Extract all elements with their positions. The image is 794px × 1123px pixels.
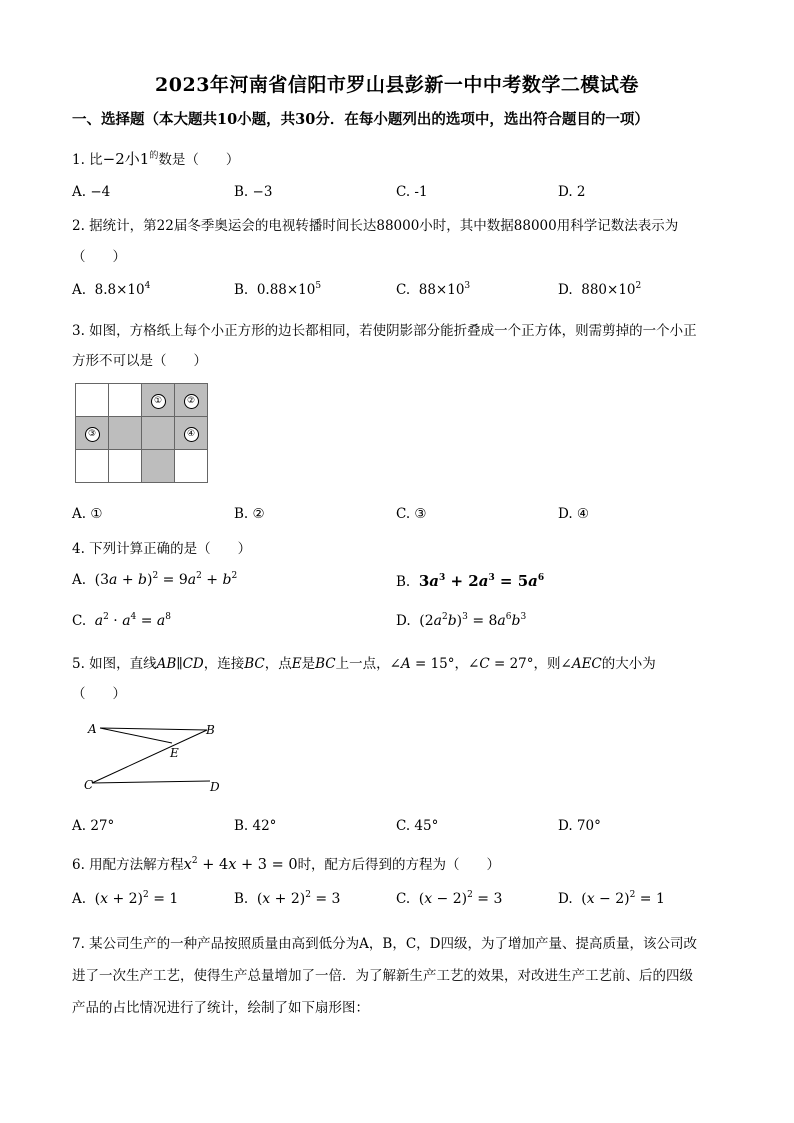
q1-option-d: D. 2 [558,184,586,200]
q5-text: ，点 [264,656,292,672]
q4-b-formula: $3a^3 + 2a^3 = 5a^6$ [418,572,545,590]
q5-text: = 15°，∠ [410,656,480,672]
grid-cell [109,450,142,483]
mark-4: ④ [184,427,199,442]
q4-option-b [396,572,544,590]
q2-b-label: B. [234,282,249,298]
grid-cell-shaded-2 [175,384,208,417]
question-3-line-2: 方形不可以是（ ） [72,353,207,369]
question-4-stem: 4. 下列计算正确的是（ ） [72,541,252,557]
q6-d-label: D. [558,891,573,907]
q1-prefix: 1. 比 [72,152,103,168]
point-label-d: D [210,780,220,794]
q2-d-label: D. [558,282,573,298]
q6-c-formula: $(x - 2)^2 = 3$ [418,890,503,907]
question-2-line-2: （ ） [72,249,126,265]
q5-var: A [400,656,411,672]
mark-2: ② [184,394,199,409]
section-heading: 一、选择题（本大题共10小题，共30分．在每小题列出的选项中，选出符合题目的一项） [72,111,649,128]
q6-prefix: 6. 用配方法解方程 [72,857,184,873]
q4-option-c [72,613,171,629]
q6-option-d [558,891,665,907]
q5-option-a: A. 27° [72,818,115,834]
q4-c-label: C. [72,613,87,629]
question-7-line-1: 7. 某公司生产的一种产品按照质量由高到低分为A，B，C，D四级，为了增加产量、提高质量，该公司改 [72,936,697,952]
q1-option-a: A. −4 [72,184,111,200]
q5-var: AB [156,656,177,672]
q3-option-d: D. ④ [558,506,590,522]
question-6-stem [72,853,500,873]
question-7-line-3: 产品的占比情况进行了统计，绘制了如下扇形图： [72,1000,369,1016]
grid-cell-shaded-4 [175,417,208,450]
line-cd [92,781,210,783]
cube-net-grid [75,383,208,483]
grid-cell-shaded-3 [76,417,109,450]
grid-cell [76,450,109,483]
q4-d-formula: $(2a^2b)^3 = 8a^6b^3$ [419,612,527,629]
q1-math: −2小1 [102,150,150,168]
q2-b-base: 0.88×10 [256,282,316,298]
q5-text: ，连接 [203,656,245,672]
q2-a-base: 8.8×10 [94,282,145,298]
grid-cell-shaded-1 [142,384,175,417]
point-label-a: A [88,722,97,736]
q6-d-formula: $(x - 2)^2 = 1$ [581,890,665,907]
q2-option-a [72,282,150,298]
q6-b-label: B. [234,891,249,907]
q6-a-formula: $(x + 2)^2 = 1$ [94,890,179,907]
q3-option-b: B. ② [234,506,265,522]
point-label-c: C [84,778,94,792]
q2-option-c [396,282,470,298]
q4-option-d [396,613,526,629]
q2-c-base: 88×10 [418,282,465,298]
q2-a-label: A. [72,282,87,298]
q5-text: = 27°，则∠ [489,656,572,672]
q5-var: BC [244,656,265,672]
q5-option-d: D. 70° [558,818,601,834]
q6-option-a [72,891,178,907]
grid-cell-shaded [142,417,175,450]
q5-var: E [291,656,302,672]
q1-option-b: B. −3 [234,184,273,200]
q5-text: 上一点，∠ [335,656,401,672]
q2-a-exp: 4 [144,281,151,291]
q5-var: CD [182,656,204,672]
q1-option-c: C. -1 [396,184,428,200]
parallel-lines-figure [80,715,240,800]
q4-b-label: B. [396,574,411,590]
q6-option-c [396,891,502,907]
q2-c-label: C. [396,282,411,298]
mark-3: ③ [85,427,100,442]
q2-d-base: 880×10 [581,282,636,298]
q4-a-label: A. [72,572,87,588]
q1-suffix: 数是（ ） [158,152,240,168]
q6-suffix: 时，配方后得到的方程为（ ） [297,857,501,873]
q2-d-exp: 2 [635,281,642,291]
grid-cell-shaded [142,450,175,483]
exam-title: 2023年河南省信阳市罗山县彭新一中中考数学二模试卷 [155,74,639,96]
line-ae [100,728,172,743]
q2-c-exp: 3 [464,281,471,291]
q5-option-b: B. 42° [234,818,277,834]
point-label-b: B [206,723,215,737]
q1-superscript: 的 [149,151,159,161]
q4-d-label: D. [396,613,411,629]
q6-option-b [234,891,340,907]
question-3-line-1: 3. 如图，方格纸上每个小正方形的边长都相同，若使阴影部分能折叠成一个正方体，则需剪掉的一个小正 [72,323,697,339]
point-label-e: E [170,746,179,760]
q5-text: 的大小为 [601,656,656,672]
grid-cell [109,384,142,417]
q4-c-formula: $a^2 \cdot a^4 = a^8$ [94,612,172,629]
question-5-line-1 [72,652,656,672]
q5-var: C [479,656,490,672]
q6-b-formula: $(x + 2)^2 = 3$ [256,890,341,907]
q3-option-a: A. ① [72,506,103,522]
q6-equation: $x^2 + 4x + 3 = 0$ [183,856,298,873]
question-2-line-1: 2. 据统计，第22届冬季奥运会的电视转播时间长达88000小时，其中数据88000用科学记数法表示为 [72,218,679,234]
grid-cell-shaded [109,417,142,450]
line-ab [100,728,207,730]
question-7-line-2: 进了一次生产工艺，使得生产总量增加了一倍．为了解新生产工艺的效果，对改进生产工艺前、后的四级 [72,968,693,984]
q6-a-label: A. [72,891,87,907]
q3-option-c: C. ③ [396,506,427,522]
q5-option-c: C. 45° [396,818,439,834]
question-1-stem [72,148,239,169]
question-5-line-2: （ ） [72,686,126,702]
mark-1: ① [151,394,166,409]
q2-b-exp: 5 [315,281,322,291]
q5-var: BC [315,656,336,672]
q5-text: 是 [301,656,316,672]
q6-c-label: C. [396,891,411,907]
grid-cell [175,450,208,483]
q5-text: 5. 如图，直线 [72,656,157,672]
grid-cell [76,384,109,417]
q4-option-a [72,572,237,588]
q4-a-formula: $(3a + b)^2 = 9a^2 + b^2$ [94,571,238,588]
q5-text: ∥ [176,656,183,672]
q5-var: AEC [571,656,602,672]
q2-option-b [234,282,321,298]
q2-option-d [558,282,641,298]
